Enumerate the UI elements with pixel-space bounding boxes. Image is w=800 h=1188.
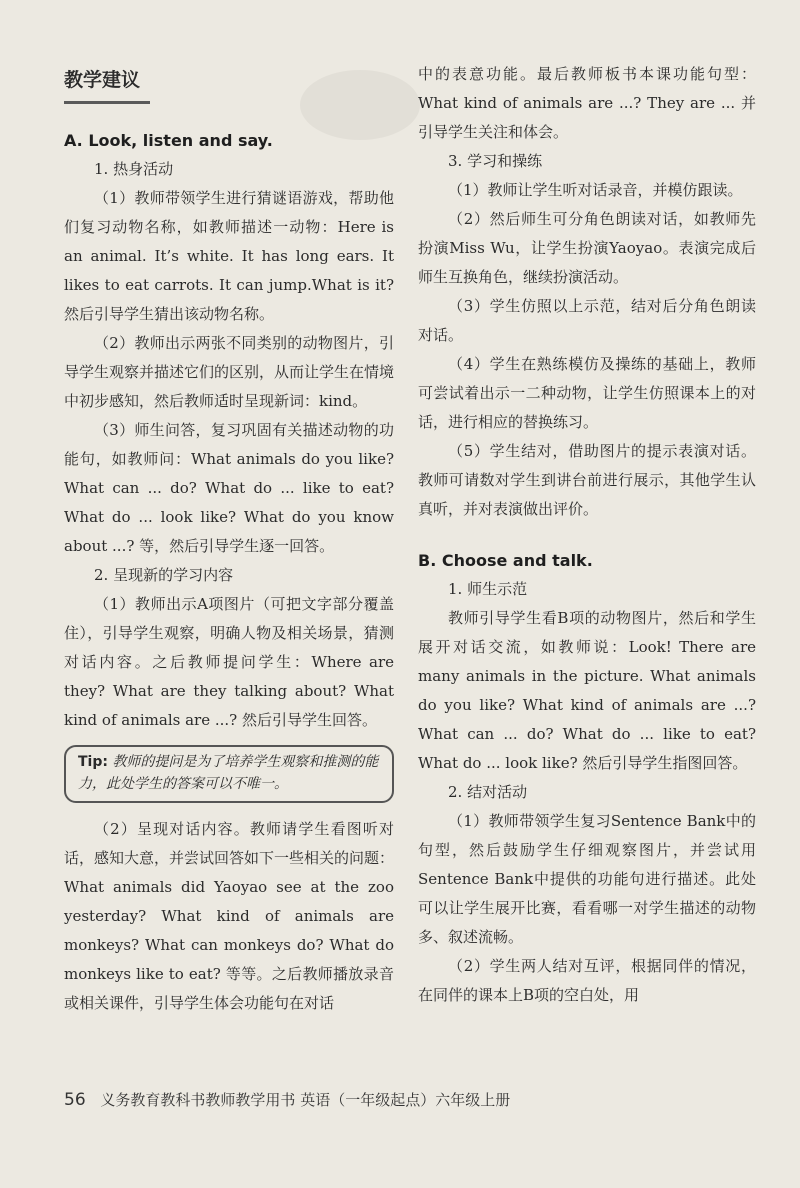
page-heading: 教学建议	[64, 66, 150, 104]
tip-box	[64, 745, 394, 803]
paragraph: （2）教师出示两张不同类别的动物图片，引导学生观察并描述它们的区别，从而让学生在情境中初步感知，然后教师适时呈现新词：kind。	[64, 334, 395, 410]
tip-label: Tip:	[78, 754, 108, 770]
section-b-title: B. Choose and talk.	[418, 551, 593, 570]
paragraph: （2）呈现对话内容。教师请学生看图听对话，感知大意，并尝试回答如下一些相关的问题：What animals did Yaoyao see at the zoo yesterday? What kind of animals are monkeys? What can monkeys do? What do monkeys like to eat? 等等。之后教师播放录音或相关课件，引导学生体会功能句在对话	[64, 820, 395, 1012]
subsection-title: 1. 师生示范	[448, 580, 528, 598]
paragraph-continued: 中的表意功能。最后教师板书本课功能句型：What kind of animals are ...? They are ... 并引导学生关注和体会。	[418, 65, 756, 141]
paragraph: （2）然后师生可分角色朗读对话，如教师先扮演Miss Wu，让学生扮演Yaoyao。表演完成后师生互换角色，继续扮演活动。	[418, 210, 756, 286]
tip-text: 教师的提问是为了培养学生观察和推测的能力，此处学生的答案可以不唯一。	[78, 754, 379, 792]
paragraph: （1）教师出示A项图片（可把文字部分覆盖住），引导学生观察，明确人物及相关场景，猜测对话内容。之后教师提问学生：Where are they? What are they talking about? What kind of animals are ...? 然后引导学生回答。	[64, 595, 394, 729]
book-title: 义务教育教科书教师教学用书 英语（一年级起点）六年级上册	[100, 1091, 511, 1109]
paragraph: （1）教师带领学生复习Sentence Bank中的句型，然后鼓励学生仔细观察图片，并尝试用Sentence Bank中提供的功能句进行描述。此处可以让学生展开比赛，看看哪一对学生描述的动物多、叙述流畅。	[418, 812, 756, 946]
section-a-title: A. Look, listen and say.	[64, 131, 273, 150]
paragraph: （2）学生两人结对互评，根据同伴的情况，在同伴的课本上B项的空白处，用	[418, 957, 756, 1004]
subsection-title: 1. 热身活动	[94, 160, 174, 178]
paragraph: （1）教师让学生听对话录音，并模仿跟读。	[448, 181, 743, 199]
left-column	[64, 60, 394, 1018]
paragraph: 教师引导学生看B项的动物图片，然后和学生展开对话交流，如教师说：Look! There are many animals in the picture. What animals do you like? What kind of animals are ...? What can ... do? What do ... like to eat? What do ... look like? 然后引导学生指图回答。	[418, 609, 756, 772]
paragraph: （4）学生在熟练模仿及操练的基础上，教师可尝试着出示一二种动物，让学生仿照课本上的对话，进行相应的替换练习。	[418, 355, 756, 431]
paragraph: （3）学生仿照以上示范，结对后分角色朗读对话。	[418, 297, 756, 344]
right-column	[418, 60, 756, 1010]
subsection-title: 2. 呈现新的学习内容	[94, 566, 234, 584]
subsection-title: 2. 结对活动	[448, 783, 528, 801]
paragraph: （5）学生结对，借助图片的提示表演对话。教师可请数对学生到讲台前进行展示，其他学生认真听，并对表演做出评价。	[418, 442, 756, 518]
page-footer	[64, 1089, 510, 1110]
paragraph: （3）师生问答，复习巩固有关描述动物的功能句，如教师问：What animals do you like? What can ... do? What do ... like to eat? What do ... look like? What do you know about ...? 等，然后引导学生逐一回答。	[64, 421, 394, 555]
paragraph: （1）教师带领学生进行猜谜语游戏，帮助他们复习动物名称，如教师描述一动物：Here is an animal. It’s white. It has long ears. It likes to eat carrots. It can jump.What is it?然后引导学生猜出该动物名称。	[64, 189, 394, 323]
subsection-title: 3. 学习和操练	[448, 152, 543, 170]
page-number: 56	[64, 1090, 86, 1110]
